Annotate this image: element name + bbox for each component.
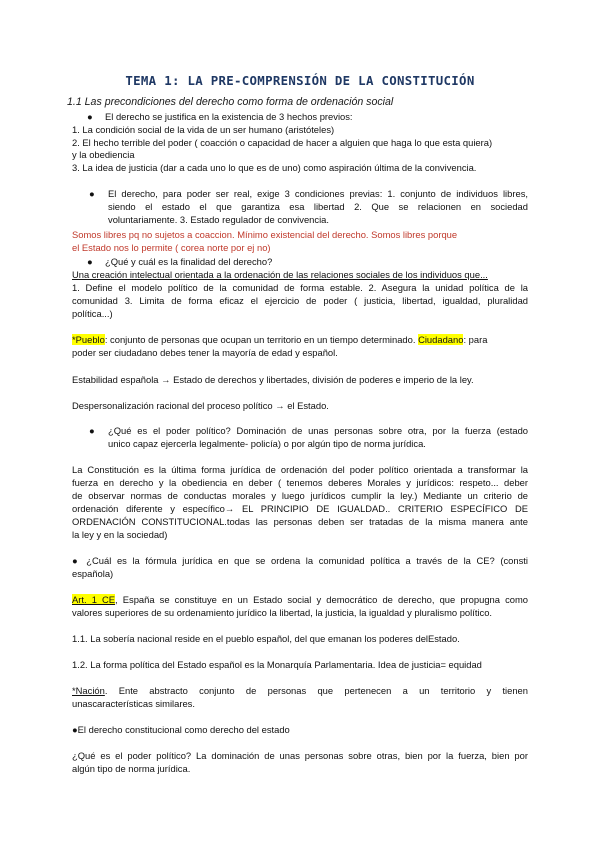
text-line: de observar normas de conductas morales y luego jurídicos cumplir la ley.) Mediante un criterio de <box>72 490 528 501</box>
document-title: TEMA 1: LA PRE-COMPRENSIÓN DE LA CONSTITUCIÓN <box>125 73 475 88</box>
list-item: ● El derecho se justifica en la existencia de 3 hechos previos: <box>87 111 353 122</box>
text-line: ¿Qué es el poder político? Dominación de unas personas sobre otra, por la fuerza (estado <box>108 425 528 436</box>
text-line: ordenación diferente y específico→ EL PRINCIPIO DE IGUALDAD.. CRITERIO ESPECÍFICO DE <box>72 503 528 514</box>
text-line: Despersonalización racional del proceso político → el Estado. <box>72 400 329 411</box>
text-line: El derecho, para poder ser real, exige 3 condiciones previas: 1. conjunto de individuos libres, <box>108 188 528 199</box>
definition-pueblo: *Pueblo: conjunto de personas que ocupan un territorio en un tiempo determinado. Ciudadano: para <box>72 334 488 345</box>
article-1: Art. 1 CE, España se constituye en un Estado social y democrático de derecho, que propugna como <box>72 594 528 605</box>
bullet-icon: ● <box>89 188 95 199</box>
text-line: algún tipo de norma jurídica. <box>72 763 191 774</box>
text-line: 1. La condición social de la vida de un ser humano (aristóteles) <box>72 124 335 135</box>
text-line: valores superiores de su ordenamiento jurídico la libertad, la justicia, la igualdad y pluralismo político. <box>72 607 493 618</box>
text-line: unico capaz ejercerla legalmente- policía) o por algún tipo de norma jurídica. <box>108 438 426 449</box>
text-line: siendo el estado el que garantiza esa libertad 2. Que se relacionen en sociedad <box>108 201 528 212</box>
term-highlight: *Pueblo <box>72 334 105 345</box>
text-line: 2. El hecho terrible del poder ( coacción o capacidad de hacer a alguien que haga lo que esta quiera) <box>72 137 493 148</box>
text-line: ORDENACIÓN CONSTITUCIONAL.todas las personas deben ser tratadas de la misma manera ante <box>72 516 528 527</box>
bullet-icon: ● <box>87 111 93 122</box>
text-line: unascaracterísticas similares. <box>72 698 195 709</box>
term-highlight: Ciudadano <box>418 334 464 345</box>
text-line: española) <box>72 568 114 579</box>
text-line: fuerza en derecho y la obediencia en deber ( tenemos deberes Morales y jurídicos: respeto... deber <box>72 477 528 488</box>
highlight-note: el Estado nos lo permite ( corea norte por ej no) <box>72 242 271 253</box>
text-line: La Constitución es la última forma jurídica de ordenación del poder político orientada a transformar la <box>72 464 528 475</box>
bullet-icon: ● <box>87 256 93 267</box>
text-line: Estabilidad española → Estado de derechos y libertades, división de poderes e imperio de la ley. <box>72 374 474 385</box>
text-line: voluntariamente. 3. Estado regulador de convivencia. <box>108 214 329 225</box>
text-line: Una creación intelectual orientada a la ordenación de las relaciones sociales de los individuos que... <box>72 269 488 280</box>
term-highlight: Art. 1 CE <box>72 594 116 605</box>
text-line: política...) <box>72 308 113 319</box>
section-subtitle: 1.1 Las precondiciones del derecho como forma de ordenación social <box>67 96 394 108</box>
text-line: 1. Define el modelo político de la comunidad de forma estable. 2. Asegura la unidad política de la <box>72 282 528 293</box>
text-line: 3. La idea de justicia (dar a cada uno lo que es de uno) como aspiración última de la convivencia. <box>72 162 477 173</box>
term-underlined: *Nación <box>72 685 105 696</box>
text-line: y la obediencia <box>72 149 135 160</box>
text-line: ¿Qué es el poder político? La dominación de unas personas sobre otras, bien por la fuerza, bien por <box>72 750 528 761</box>
text-line: ● ¿Cuál es la fórmula jurídica en que se ordena la comunidad política a través de la CE? (consti <box>72 555 528 566</box>
text-line: comunidad 3. Limita de forma eficaz el ejercicio de poder ( justicia, libertad, igualdad, pluralidad <box>72 295 528 306</box>
text-line: 1.2. La forma política del Estado español es la Monarquía Parlamentaria. Idea de justicia= equidad <box>72 659 482 670</box>
bullet-icon: ● <box>89 425 95 436</box>
text-line: 1.1. La sobería nacional reside en el pueblo español, del que emanan los poderes delEstado. <box>72 633 460 644</box>
text-line: ●El derecho constitucional como derecho del estado <box>72 724 290 735</box>
list-item: ● ¿Qué y cuál es la finalidad del derecho? <box>87 256 273 267</box>
definition-nacion: *Nación. Ente abstracto conjunto de personas que pertenecen a un territorio y tienen <box>72 685 528 696</box>
highlight-note: Somos libres pq no sujetos a coaccion. Mínimo existencial del derecho. Somos libres porque <box>72 229 458 240</box>
text-line: poder ser ciudadano debes tener la mayoría de edad y español. <box>72 347 338 358</box>
text-line: la ley y en la sociedad) <box>72 529 168 540</box>
